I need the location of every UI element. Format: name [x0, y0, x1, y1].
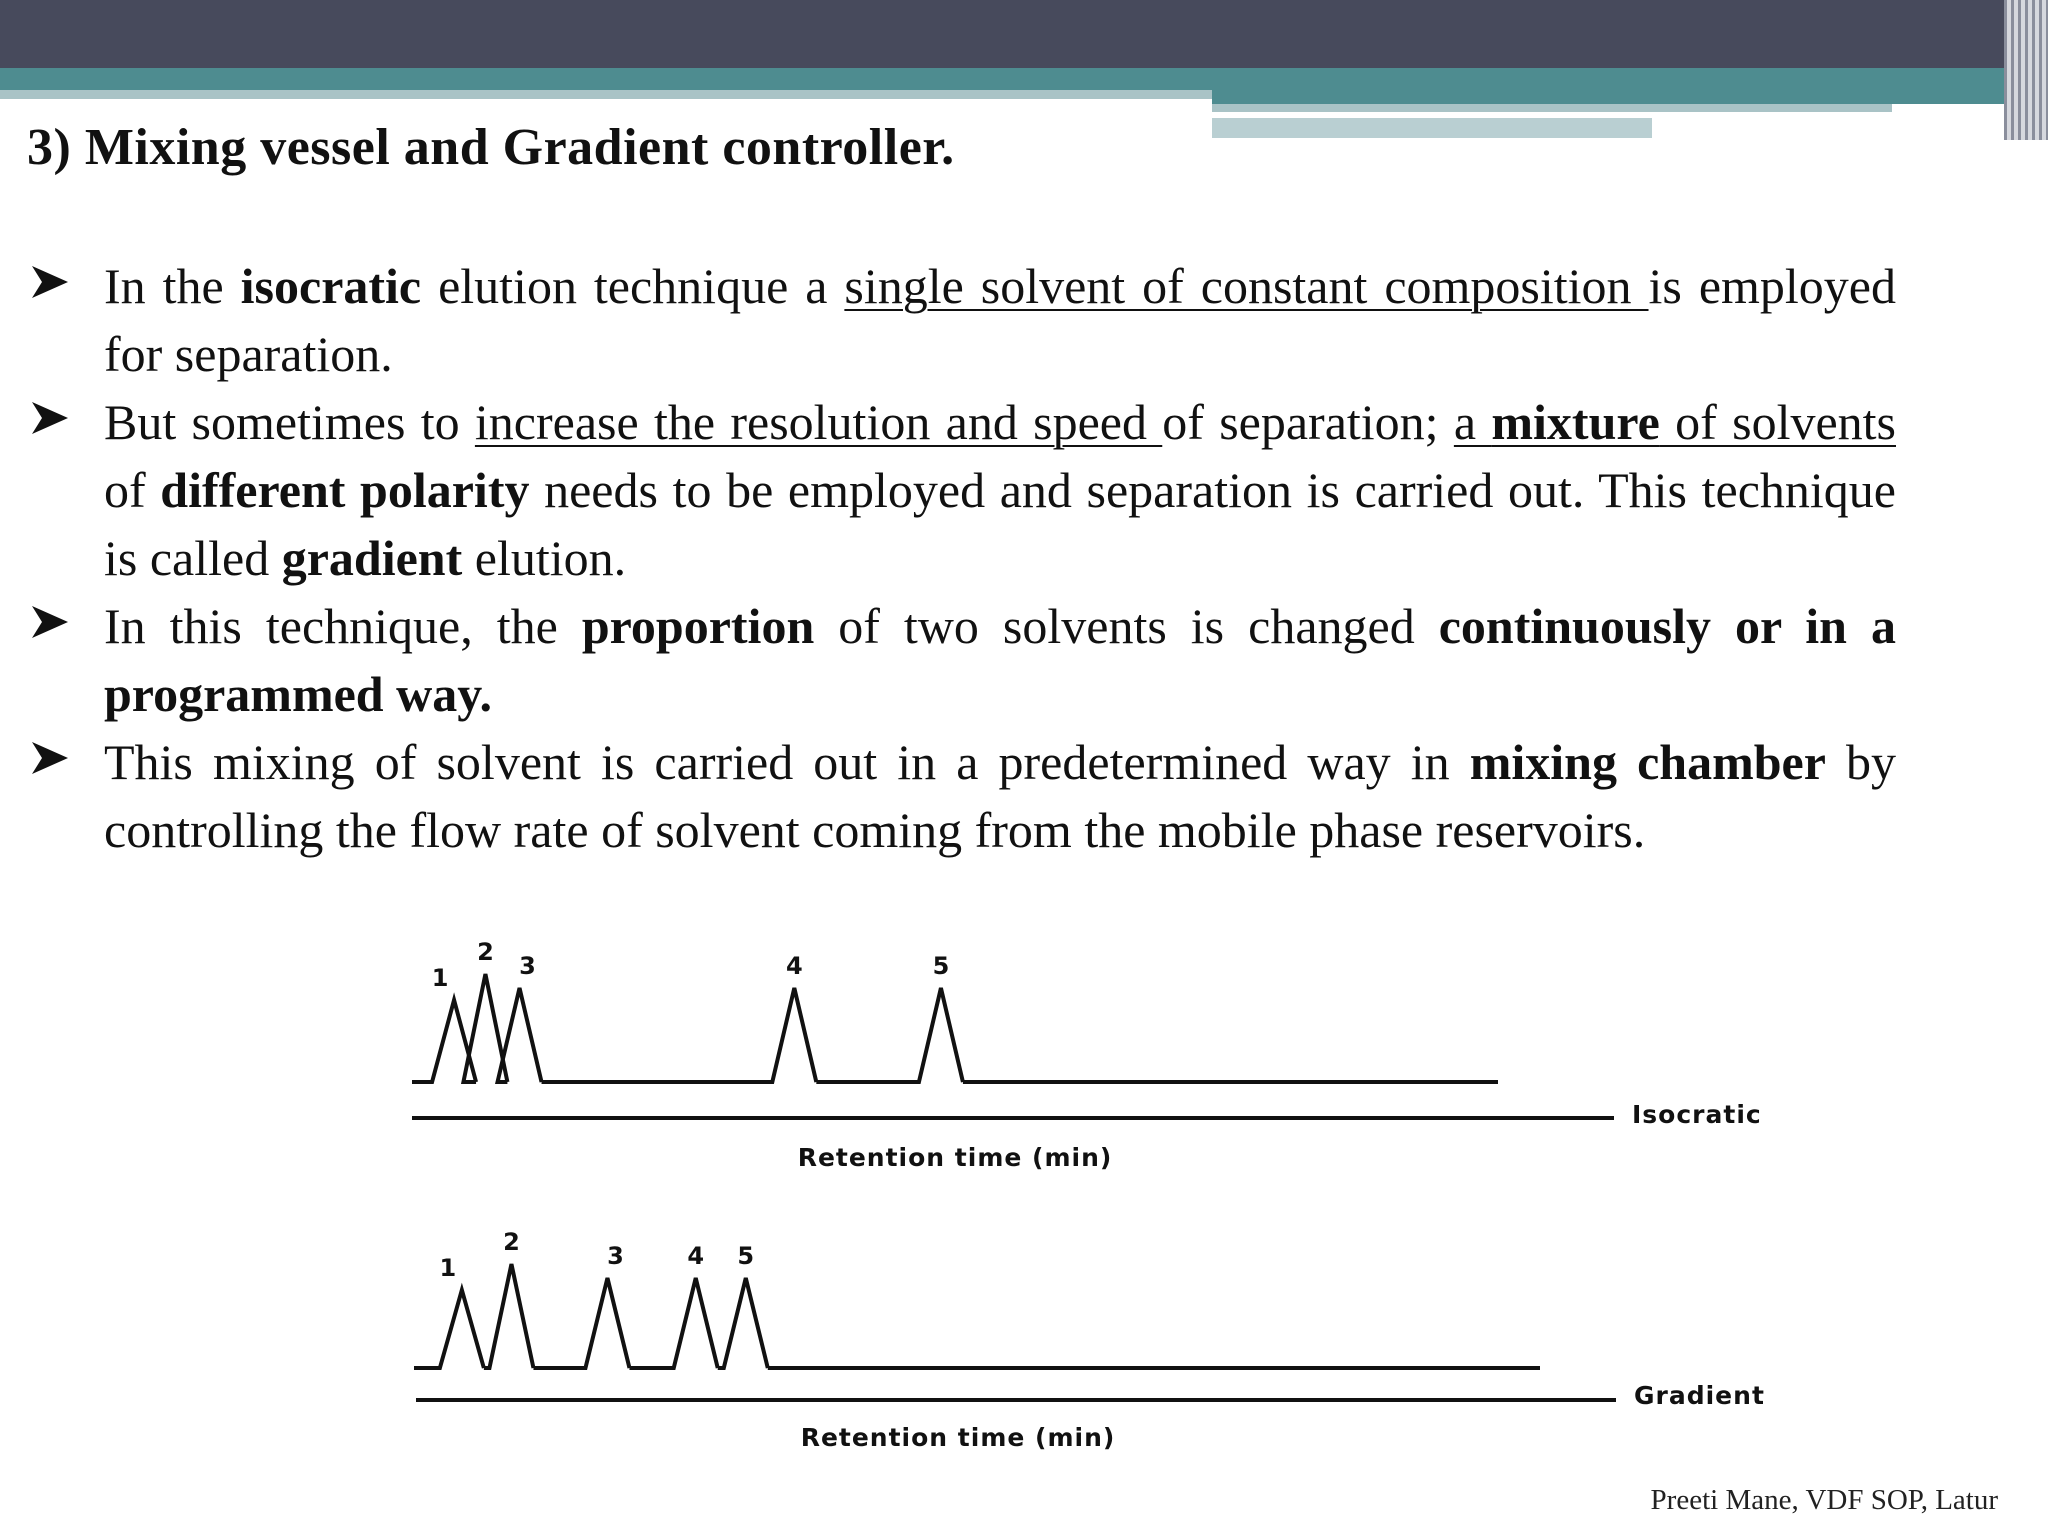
peak-label: 5	[932, 952, 950, 980]
peak-label: 4	[687, 1242, 705, 1270]
text-segment: by controlling the flow rate of solvent coming from the mobile phase reservoirs.	[104, 734, 1896, 858]
x-axis-label: Retention time (min)	[800, 1423, 1116, 1452]
peak-label: 4	[785, 952, 803, 980]
text-segment: proportion	[581, 598, 815, 654]
text-segment: This mixing of solvent is carried out in a predetermined way in	[104, 734, 1470, 790]
text-segment: mixture	[1491, 394, 1660, 450]
chart-title: Isocratic	[1632, 1100, 1762, 1129]
text-segment: elution.	[462, 530, 627, 586]
text-segment: In this technique, the	[104, 598, 582, 654]
text-segment: increase the resolution and speed	[474, 394, 1163, 450]
text-segment: But sometimes to	[104, 394, 475, 450]
peak-label: 3	[607, 1242, 624, 1270]
text-segment: elution technique a	[421, 258, 845, 314]
text-segment: is employed for separation.	[104, 258, 1896, 382]
peak-label: 2	[477, 938, 494, 966]
chromatogram-peak	[718, 1278, 768, 1368]
text-segment: gradient	[281, 530, 463, 586]
text-segment: mixing chamber	[1469, 734, 1826, 790]
text-segment: different polarity	[160, 462, 530, 518]
chart-title: Gradient	[1634, 1381, 1765, 1410]
x-axis-label: Retention time (min)	[797, 1143, 1113, 1172]
text-segment: a	[1453, 394, 1492, 450]
chromatogram-peak	[484, 1264, 534, 1368]
text-segment: of solvents	[1659, 394, 1896, 450]
chromatogram-peak	[816, 988, 963, 1082]
text-segment: of separation;	[1162, 394, 1454, 450]
chromatogram-peak	[629, 1278, 717, 1368]
text-segment: single solvent of constant composition	[844, 258, 1649, 314]
footer-credit: Preeti Mane, VDF SOP, Latur	[1650, 1484, 1998, 1516]
peak-label: 2	[503, 1228, 520, 1256]
peak-label: 1	[431, 964, 449, 992]
peak-label: 5	[737, 1242, 755, 1270]
peak-label: 1	[439, 1254, 457, 1282]
chromatogram-peak	[414, 1290, 484, 1368]
text-segment: of	[104, 462, 161, 518]
peak-label: 3	[519, 952, 536, 980]
text-segment: In the	[104, 258, 241, 314]
chromatogram-peak	[542, 988, 817, 1082]
text-segment: of two solvents is changed	[814, 598, 1439, 654]
text-segment: continuously or in a programmed way.	[104, 598, 1896, 722]
slide-title: 3) Mixing vessel and Gradient controller.	[27, 119, 955, 176]
chromatogram-peak	[533, 1278, 629, 1368]
text-segment: isocratic	[240, 258, 422, 314]
text-segment: needs to be employed and separation is carried out. This technique is called	[104, 462, 1896, 586]
